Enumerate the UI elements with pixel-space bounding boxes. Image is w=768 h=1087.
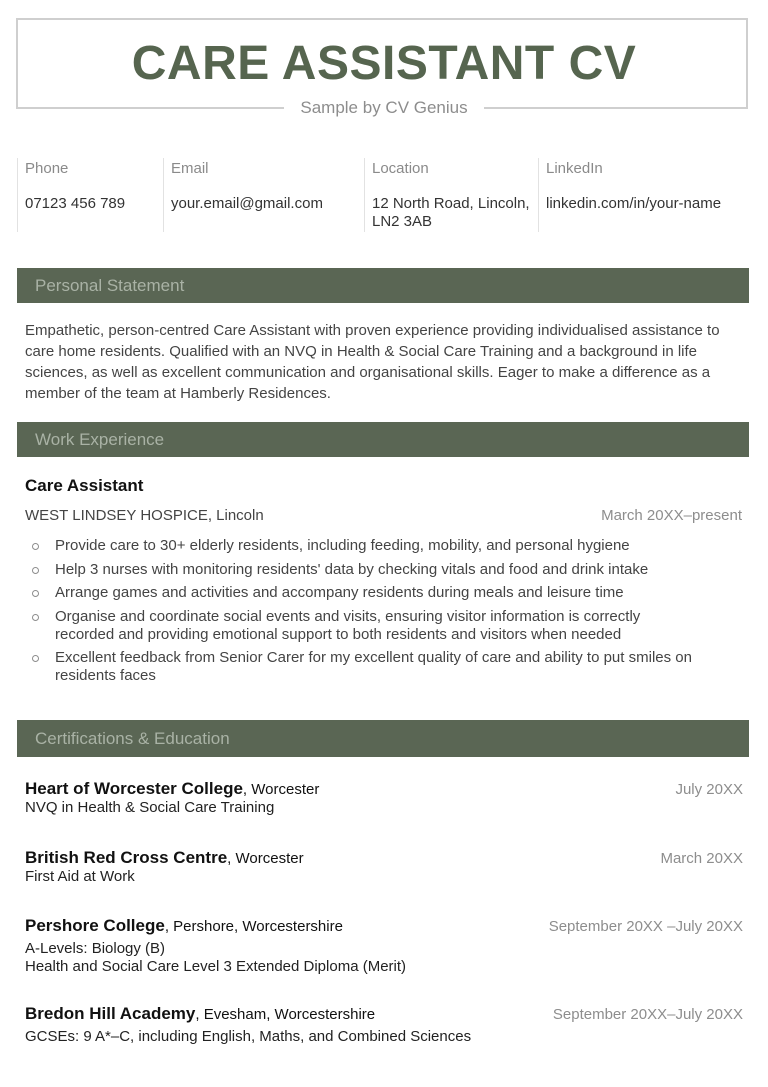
education-detail: NVQ in Health & Social Care Training xyxy=(25,799,275,816)
education-dates: September 20XX –July 20XX xyxy=(548,918,743,935)
list-item xyxy=(25,649,725,685)
circle-bullet-icon xyxy=(32,543,39,550)
duty-text: Organise and coordinate social events and visits, ensuring visitor information is correctly recorded and providing emotional support to both residents and visitors when needed xyxy=(55,607,641,643)
contact-label: Location xyxy=(372,160,429,177)
institution-name: Heart of Worcester College xyxy=(25,779,243,798)
institution-name: Pershore College xyxy=(25,916,165,935)
job-title: Care Assistant xyxy=(25,476,144,495)
section-title: Work Experience xyxy=(35,430,165,449)
institution-location: , Evesham, Worcestershire xyxy=(195,1006,376,1023)
duty-text: Excellent feedback from Senior Carer for my excellent quality of care and ability to put smiles on residents faces xyxy=(55,649,692,684)
education-entry xyxy=(25,916,743,976)
list-item xyxy=(25,584,725,602)
institution-location: , Pershore, Worcestershire xyxy=(164,918,343,935)
education-detail: A-Levels: Biology (B) xyxy=(25,940,166,957)
institution-location: , Worcester xyxy=(227,850,304,867)
duty-text: Provide care to 30+ elderly residents, including feeding, mobility, and personal hygiene xyxy=(55,537,630,554)
contact-linkedin xyxy=(538,158,748,232)
contact-divider xyxy=(538,158,539,232)
contact-label: Phone xyxy=(25,160,69,177)
education-dates: July 20XX xyxy=(675,781,743,798)
institution-line xyxy=(25,848,743,868)
duty-text: Help 3 nurses with monitoring residents' data by checking vitals and food and drink intake xyxy=(55,560,649,578)
institution-line xyxy=(25,779,743,799)
section-header-education xyxy=(17,720,749,757)
education-detail: First Aid at Work xyxy=(25,868,135,885)
contact-divider xyxy=(17,158,18,232)
list-item xyxy=(25,608,695,644)
contact-value: 07123 456 789 xyxy=(25,195,126,212)
page-title: CARE ASSISTANT CV xyxy=(131,37,637,90)
circle-bullet-icon xyxy=(32,614,39,621)
list-item xyxy=(25,561,725,579)
employer: WEST LINDSEY HOSPICE, Lincoln xyxy=(25,507,264,524)
contact-label: LinkedIn xyxy=(546,160,603,177)
education-detail: Health and Social Care Level 3 Extended Diploma (Merit) xyxy=(25,958,407,975)
subtitle: Sample by CV Genius xyxy=(284,98,483,118)
job-dates: March 20XX–present xyxy=(601,507,742,524)
education-detail: GCSEs: 9 A*–C, including English, Maths, and Combined Sciences xyxy=(25,1028,472,1045)
circle-bullet-icon xyxy=(32,590,39,597)
duties-list xyxy=(25,537,725,691)
personal-statement-text: Empathetic, person-centred Care Assistant with proven experience providing individualised assistance to care home residents. Qualified with an NVQ in Health & Social Care Training and a background in life sciences, as well as excellent communication and organisational skills. Eager to make a difference as a member of the team at Hamberly Residences. xyxy=(25,322,720,402)
section-header-personal-statement xyxy=(17,268,749,303)
contact-value: your.email@gmail.com xyxy=(171,195,323,212)
contact-phone xyxy=(17,158,163,232)
institution-name: Bredon Hill Academy xyxy=(25,1004,196,1023)
contact-label: Email xyxy=(171,160,209,177)
contact-divider xyxy=(364,158,365,232)
duty-text: Arrange games and activities and accompany residents during meals and leisure time xyxy=(55,584,624,601)
section-title: Personal Statement xyxy=(35,276,185,295)
institution-name: British Red Cross Centre xyxy=(25,848,228,867)
subtitle-row xyxy=(0,98,768,118)
section-header-work-experience xyxy=(17,422,749,457)
education-entry xyxy=(25,1004,743,1046)
contact-email xyxy=(163,158,364,232)
education-entry xyxy=(25,848,743,886)
contact-value: linkedin.com/in/your-name xyxy=(546,195,722,212)
education-dates: September 20XX–July 20XX xyxy=(552,1006,743,1023)
section-title: Certifications & Education xyxy=(35,729,230,748)
circle-bullet-icon xyxy=(32,567,39,574)
education-entry xyxy=(25,779,743,817)
contact-value: 12 North Road, Lincoln, LN2 3AB xyxy=(372,195,530,230)
contact-location xyxy=(364,158,538,232)
institution-location: , Worcester xyxy=(242,781,320,798)
education-dates: March 20XX xyxy=(660,850,743,867)
circle-bullet-icon xyxy=(32,655,39,662)
contact-divider xyxy=(163,158,164,232)
list-item xyxy=(25,537,725,555)
